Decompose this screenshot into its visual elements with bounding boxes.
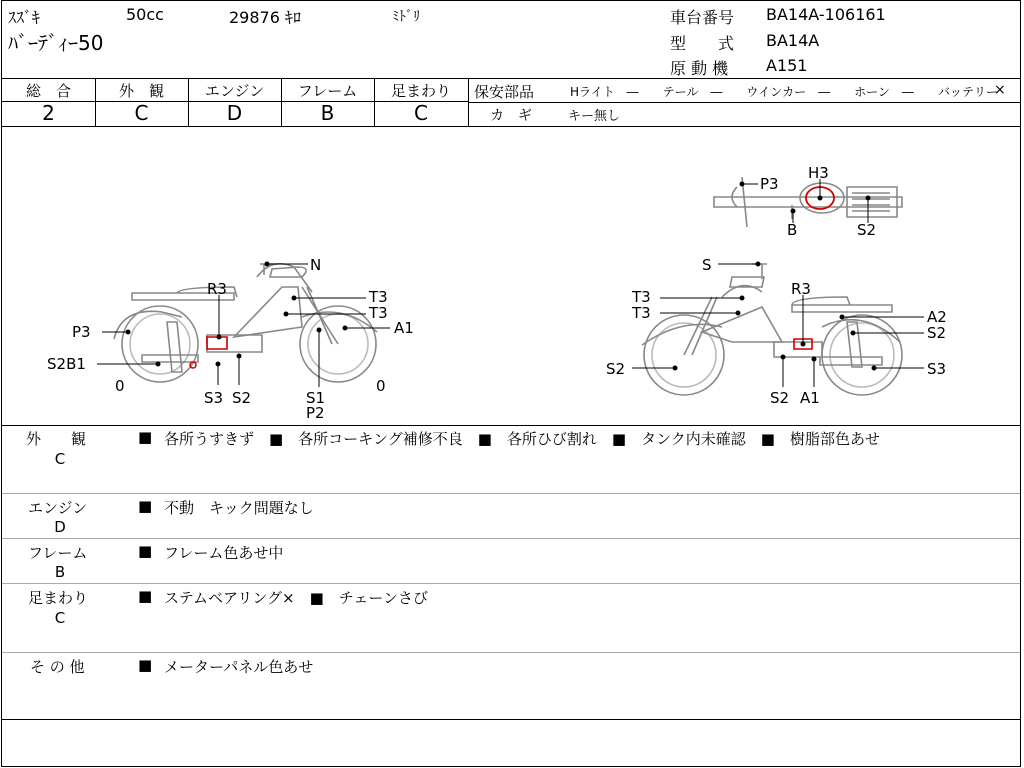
diagram-label: T3: [632, 304, 651, 322]
diagram-label: R3: [207, 280, 227, 298]
model-name: ﾊﾞｰﾃﾞｨｰ50: [8, 31, 104, 55]
note-category: 足まわり: [28, 589, 89, 607]
inspection-sheet: [1, 0, 1021, 767]
note-category: フレーム: [28, 544, 88, 562]
right-side-bike-view: [642, 264, 902, 395]
divider: [2, 538, 1020, 539]
model-label: 型 式: [670, 34, 735, 53]
diagram-label: S2: [606, 360, 626, 378]
motorcycle-diagram: [2, 127, 1020, 425]
diagram-label: S2: [927, 324, 947, 342]
grade-header-suspension: 足まわり: [390, 82, 451, 100]
diagram-label: P3: [760, 175, 779, 193]
bullet: ■: [138, 428, 153, 446]
engine-label: 原 動 機: [670, 59, 729, 78]
grade-value-exterior: C: [134, 101, 149, 125]
engine-value: A151: [766, 56, 808, 75]
note-text: 不動 キック問題なし: [164, 499, 314, 517]
divider: [468, 102, 1020, 103]
divider: [2, 652, 1020, 653]
diagram-label: B: [787, 221, 798, 239]
note-category: エンジン: [28, 499, 88, 517]
grade-value-engine: D: [226, 101, 243, 125]
note-text: ステムベアリング× ■ チェーンさび: [164, 589, 429, 607]
chassis-label: 車台番号: [670, 8, 735, 27]
color: ﾐﾄﾞﾘ: [392, 9, 420, 25]
divider: [2, 719, 1020, 720]
grade-value-overall: 2: [42, 101, 55, 125]
diagram-label: S2B1: [47, 355, 86, 373]
diagram-label: A1: [394, 319, 414, 337]
model-value: BA14A: [766, 31, 820, 50]
note-text: 各所うすきず ■ 各所コーキング補修不良 ■ 各所ひび割れ ■ タンク内未確認 ■ 樹脂部色あせ: [164, 430, 880, 448]
diagram-label: R3: [791, 280, 811, 298]
key-label: カ ギ: [490, 108, 532, 124]
diagram-label: 0: [115, 377, 125, 395]
grade-value-suspension: C: [414, 101, 428, 125]
battery-mark: ×: [994, 82, 1006, 98]
note-text: フレーム色あせ中: [164, 544, 284, 562]
diagram-label: P2: [306, 404, 325, 422]
displacement: 50cc: [126, 5, 164, 24]
grade-header-exterior: 外 観: [118, 82, 164, 100]
divider: [468, 78, 469, 126]
diagram-label: S2: [232, 389, 252, 407]
note-category: 外 観: [26, 430, 87, 448]
diagram-label: T3: [369, 288, 388, 306]
bullet: ■: [138, 587, 153, 605]
grade-value-frame: B: [320, 101, 335, 125]
mileage: 29876 ｷﾛ: [229, 8, 301, 27]
bullet: ■: [138, 542, 153, 560]
chassis-value: BA14A-106161: [766, 5, 886, 24]
note-grade: D: [54, 518, 66, 536]
diagram-label: H3: [808, 164, 829, 182]
divider: [2, 425, 1020, 426]
diagram-label: S1: [306, 389, 326, 407]
note-grade: B: [54, 563, 66, 581]
diagram-label: S3: [204, 389, 224, 407]
note-grade: C: [54, 450, 66, 468]
diagram-label: 0: [376, 377, 386, 395]
bullet: ■: [138, 656, 153, 674]
diagram-label: S: [702, 256, 712, 274]
diagram-label: A1: [800, 389, 820, 407]
diagram-label: T3: [632, 288, 651, 306]
note-category: そ の 他: [30, 658, 85, 676]
safety-items: Hライト ― テール ― ウインカー ― ホーン ― バッテリー: [570, 85, 998, 99]
diagram-label: T3: [369, 304, 388, 322]
grade-header-frame: フレーム: [297, 82, 358, 100]
safety-label: 保安部品: [474, 83, 535, 101]
diagram-label: S2: [770, 389, 790, 407]
diagram-label: N: [310, 256, 322, 274]
grade-header-engine: エンジン: [204, 82, 265, 100]
diagram-label: S3: [927, 360, 947, 378]
diagram-label: S2: [857, 221, 877, 239]
diagram-label: P3: [72, 323, 91, 341]
note-text: メーターパネル色あせ: [164, 658, 314, 676]
diagram-label: A2: [927, 308, 947, 326]
grade-header-overall: 総 合: [25, 82, 71, 100]
key-value: キー無し: [568, 109, 621, 124]
divider: [2, 583, 1020, 584]
divider: [2, 493, 1020, 494]
note-grade: C: [54, 609, 66, 627]
maker: ｽｽﾞｷ: [8, 8, 41, 27]
bullet: ■: [138, 497, 153, 515]
divider: [2, 78, 1020, 79]
